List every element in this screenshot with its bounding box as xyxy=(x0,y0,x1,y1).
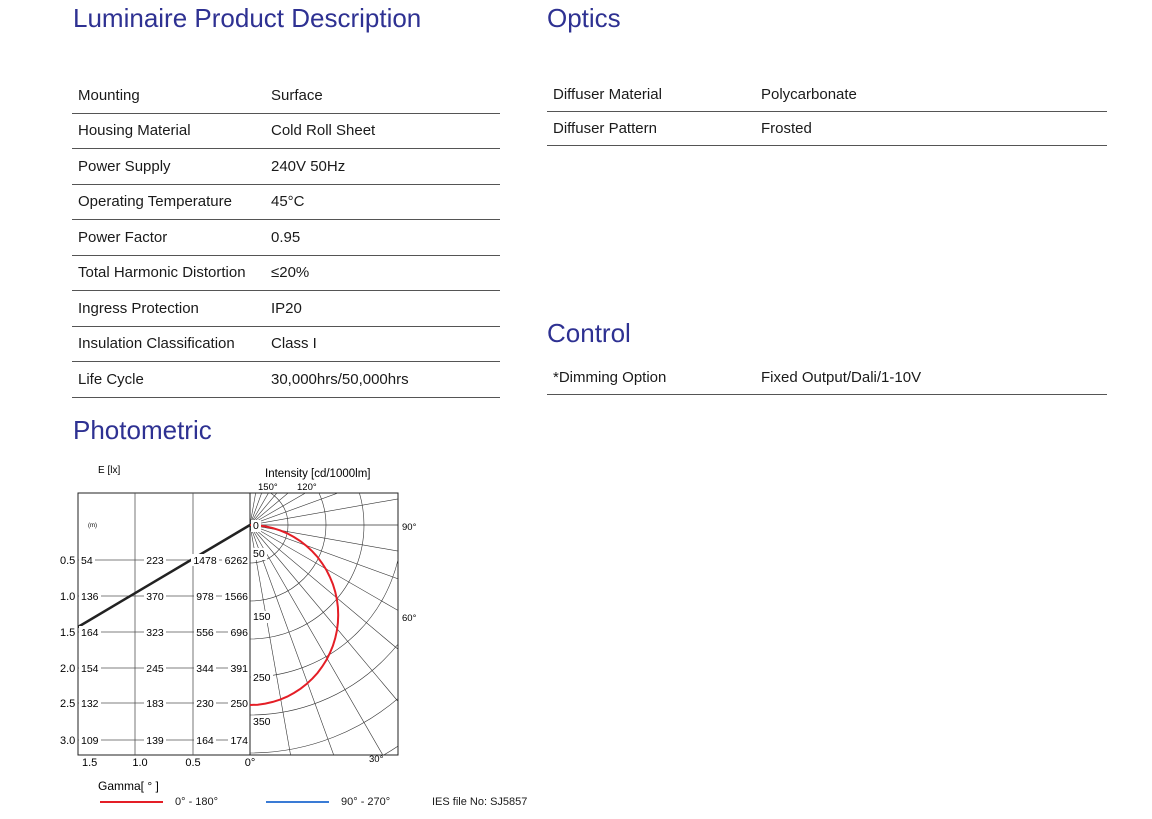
distance-label: 0° xyxy=(244,757,256,769)
ies-file-label: IES file No: SJ5857 xyxy=(432,796,528,808)
distance-label: 1.0 xyxy=(132,757,148,769)
polar-ring xyxy=(250,455,440,715)
spec-label: Ingress Protection xyxy=(78,299,199,317)
illuminance-value: 54 xyxy=(81,555,93,567)
illuminance-value: 245 xyxy=(146,663,164,675)
spec-value: 45°C xyxy=(271,193,305,211)
illuminance-value: 556 xyxy=(196,627,214,639)
polar-ray xyxy=(250,525,387,815)
spec-value: 30,000hrs/50,000hrs xyxy=(271,370,409,388)
spec-value: Polycarbonate xyxy=(761,86,857,103)
illuminance-value: 6262 xyxy=(224,555,248,567)
legend-item-0-180 xyxy=(100,796,218,808)
height-label: 2.5 xyxy=(60,698,76,710)
illuminance-value: 250 xyxy=(230,698,248,710)
illuminance-value: 391 xyxy=(230,663,248,675)
polar-ray xyxy=(250,525,560,594)
illuminance-value: 164 xyxy=(81,627,99,639)
illuminance-value: 696 xyxy=(230,627,248,639)
polar-ray xyxy=(250,525,556,782)
spec-row xyxy=(72,327,500,363)
spec-label: Power Supply xyxy=(78,157,171,175)
luminaire-spec-table xyxy=(72,78,500,398)
spec-row xyxy=(547,112,1107,146)
illuminance-value: 136 xyxy=(81,591,99,603)
radial-labels xyxy=(251,520,273,728)
polar-ring xyxy=(250,455,478,753)
polar-ray xyxy=(250,525,560,725)
illuminance-grid-lines xyxy=(78,493,250,755)
gamma-label: Gamma[ ° ] xyxy=(98,779,159,793)
polar-ray xyxy=(250,525,507,815)
intensity-label: Intensity [cd/1000lm] xyxy=(265,468,371,480)
illuminance-value: 230 xyxy=(196,698,214,710)
illuminance-value: 978 xyxy=(196,591,214,603)
control-spec-table xyxy=(547,361,1107,395)
height-label: 1.5 xyxy=(60,627,76,639)
legend-label-0-180: 0° - 180° xyxy=(175,796,219,808)
illuminance-value: 1478 xyxy=(193,555,217,567)
spec-row xyxy=(72,185,500,221)
angle-label-60: 60° xyxy=(402,613,417,624)
spec-label: Mounting xyxy=(78,86,140,104)
photometric-diagram xyxy=(60,455,560,815)
height-label: 1.0 xyxy=(60,591,76,603)
radial-label: 150 xyxy=(253,611,271,623)
spec-row xyxy=(547,361,1107,395)
spec-row xyxy=(72,362,500,398)
illuminance-value: 323 xyxy=(146,627,164,639)
illuminance-value: 344 xyxy=(196,663,214,675)
spec-row xyxy=(72,78,500,114)
illuminance-value: 370 xyxy=(146,591,164,603)
spec-label: Housing Material xyxy=(78,122,191,140)
angle-label-90: 90° xyxy=(402,522,417,533)
polar-ray xyxy=(250,455,450,525)
spec-value: Frosted xyxy=(761,120,812,137)
illuminance-value: 132 xyxy=(81,698,99,710)
angle-label-30: 30° xyxy=(369,754,384,765)
luminaire-heading: Luminaire Product Description xyxy=(73,3,422,33)
spec-value: Cold Roll Sheet xyxy=(271,122,376,140)
illuminance-value: 1566 xyxy=(224,591,248,603)
legend-label-90-270: 90° - 270° xyxy=(341,796,391,808)
spec-label: Insulation Classification xyxy=(78,335,235,353)
spec-value: IP20 xyxy=(271,299,302,317)
spec-row xyxy=(72,256,500,292)
height-label: 0.5 xyxy=(60,555,76,567)
spec-label: Power Factor xyxy=(78,228,168,246)
control-heading: Control xyxy=(547,318,631,348)
spec-row xyxy=(72,149,500,185)
distance-labels xyxy=(82,757,255,769)
spec-label: Operating Temperature xyxy=(78,193,232,211)
optics-heading: Optics xyxy=(547,3,621,33)
illuminance-values xyxy=(79,554,250,747)
legend-line-red xyxy=(100,801,163,803)
illuminance-value: 164 xyxy=(196,735,214,747)
spec-row xyxy=(72,291,500,327)
optics-spec-table xyxy=(547,78,1107,146)
spec-row xyxy=(72,114,500,150)
spec-value: ≤20% xyxy=(271,264,310,282)
radial-label: 350 xyxy=(253,716,271,728)
spec-label: Life Cycle xyxy=(78,370,144,388)
height-unit-label: (m) xyxy=(88,523,97,529)
angle-label-150: 150° xyxy=(258,482,278,493)
spec-value: Surface xyxy=(271,86,323,104)
height-label: 2.0 xyxy=(60,663,76,675)
spec-row xyxy=(547,78,1107,112)
polar-ray xyxy=(250,525,319,815)
distance-label: 0.5 xyxy=(185,757,201,769)
radial-label: 250 xyxy=(253,672,271,684)
beam-edge-line xyxy=(78,525,250,627)
photometric-heading: Photometric xyxy=(73,415,212,445)
polar-ring xyxy=(250,455,516,791)
illuminance-value: 154 xyxy=(81,663,99,675)
radial-label: 0 xyxy=(253,520,259,532)
illuminance-value: 223 xyxy=(146,555,164,567)
e-axis-label: E [lx] xyxy=(98,465,121,476)
height-labels xyxy=(60,555,75,747)
spec-row xyxy=(72,220,500,256)
polar-ray xyxy=(250,455,507,525)
polar-ray xyxy=(250,455,556,525)
distance-label: 1.5 xyxy=(82,757,98,769)
radial-label: 50 xyxy=(253,548,265,560)
spec-label: Diffuser Pattern xyxy=(553,120,657,137)
spec-value: Class I xyxy=(271,335,317,353)
polar-ray xyxy=(250,525,450,815)
illuminance-grid-frame xyxy=(78,493,250,755)
polar-frame xyxy=(250,493,398,755)
polar-grid xyxy=(250,455,560,815)
illuminance-value: 183 xyxy=(146,698,164,710)
polar-ray xyxy=(250,525,560,662)
illuminance-value: 109 xyxy=(81,735,99,747)
spec-label: Diffuser Material xyxy=(553,86,662,103)
height-label: 3.0 xyxy=(60,735,76,747)
spec-value: Fixed Output/Dali/1-10V xyxy=(761,369,922,386)
spec-value: 240V 50Hz xyxy=(271,157,346,175)
angle-label-120: 120° xyxy=(297,482,317,493)
legend-item-90-270 xyxy=(266,796,390,808)
illuminance-value: 139 xyxy=(146,735,164,747)
spec-label: Total Harmonic Distortion xyxy=(78,264,246,282)
illuminance-value: 174 xyxy=(230,735,248,747)
spec-value: 0.95 xyxy=(271,228,301,246)
legend-line-blue xyxy=(266,801,329,803)
spec-label: *Dimming Option xyxy=(553,369,667,386)
